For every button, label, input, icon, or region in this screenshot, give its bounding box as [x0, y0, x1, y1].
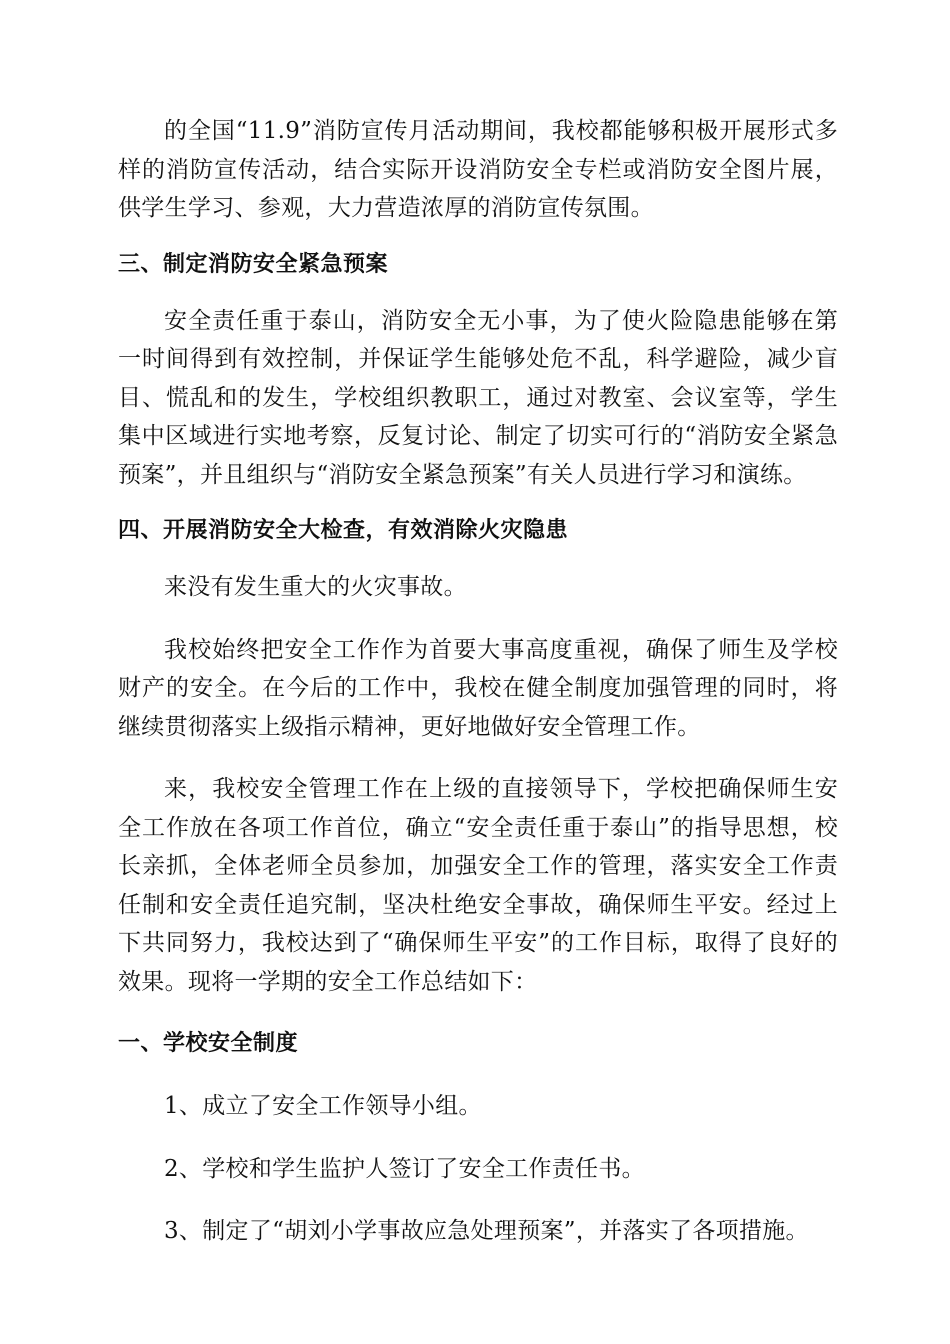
section-heading: 三、制定消防安全紧急预案: [118, 251, 389, 277]
list-item: 1、成立了安全工作领导小组。: [164, 1093, 482, 1119]
section-heading: 一、学校安全制度: [118, 1031, 299, 1056]
list-item: 2、学校和学生监护人签订了安全工作责任书。: [164, 1155, 645, 1182]
paragraph: 我校始终把安全工作作为首要大事高度重视，确保了师生及学校财产的安全。在今后的工作中，我校在健全制度加强管理的同时，将继续贯彻落实上级指示精神，更好地做好安全管理工作。: [118, 636, 838, 740]
list-item: 3、制定了“胡刘小学事故应急处理预案”，并落实了各项措施。: [164, 1218, 809, 1244]
paragraph: 来没有发生重大的火灾事故。: [164, 574, 467, 600]
paragraph: 来，我校安全管理工作在上级的直接领导下，学校把确保师生安全工作放在各项工作首位，确立“安全责任重于泰山”的指导思想，校长亲抓，全体老师全员参加，加强安全工作的管理，落实安全工作责任制和安全责任追究制，坚决杜绝安全事故，确保师生平安。经过上下共同努力，我校达到了“确保师生平安”的工作目标，取得了良好的效果。现将一学期的安全工作总结如下：: [118, 776, 838, 995]
section-heading: 四、开展消防安全大检查，有效消除火灾隐患: [118, 518, 569, 543]
paragraph: 的全国“11.9”消防宣传月活动期间，我校都能够积极开展形式多样的消防宣传活动，结合实际开设消防安全专栏或消防安全图片展，供学生学习、参观，大力营造浓厚的消防宣传氛围。: [118, 118, 838, 221]
paragraph: 安全责任重于泰山，消防安全无小事，为了使火险隐患能够在第一时间得到有效控制，并保证学生能够处危不乱，科学避险，减少盲目、慌乱和的发生，学校组织教职工，通过对教室、会议室等，学生集中区域进行实地考察，反复讨论、制定了切实可行的“消防安全紧急预案”，并且组织与“消防安全紧急预案”有关人员进行学习和演练。: [118, 307, 838, 488]
